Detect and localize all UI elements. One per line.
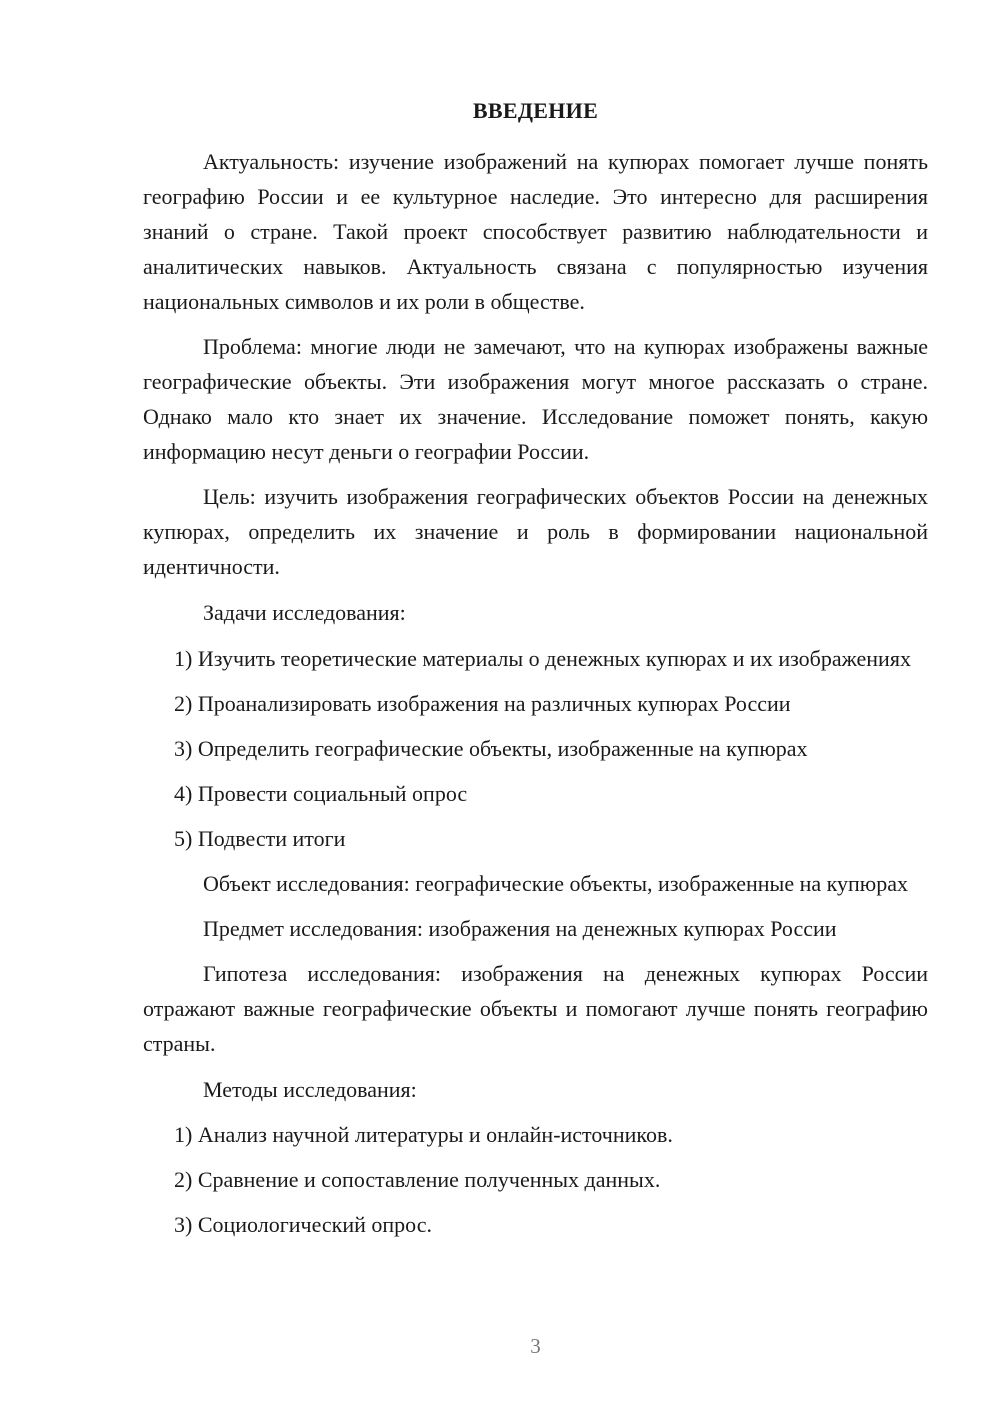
page-number: 3 [530, 1334, 541, 1358]
paragraph-relevance: Актуальность: изучение изображений на купюрах помогает лучше понять географию России и ее культурное наследие. Это интересно для расширения знаний о стране. Такой проект способствует развитию наблюдательности и аналитических навыков. Актуальность связана с популярностью изучения национальных символов и их роли в обществе. [143, 149, 928, 314]
paragraph-hypothesis: Гипотеза исследования: изображения на денежных купюрах России отражают важные географические объекты и помогают лучше понять географию страны. [143, 961, 928, 1056]
tasks-heading: Задачи исследования: [203, 600, 406, 625]
task-item: 2) Проанализировать изображения на различных купюрах России [174, 691, 791, 716]
task-item: 3) Определить географические объекты, изображенные на купюрах [174, 736, 808, 761]
paragraph-problem: Проблема: многие люди не замечают, что на купюрах изображены важные географические объекты. Эти изображения могут многое рассказать о стране. Однако мало кто знает их значение. Исследование поможет понять, какую информацию несут деньги о географии России. [143, 334, 928, 464]
method-item: 1) Анализ научной литературы и онлайн-источников. [174, 1122, 673, 1147]
document-page [143, 0, 928, 1414]
task-item: 4) Провести социальный опрос [174, 781, 468, 806]
section-title: ВВЕДЕНИЕ [472, 98, 599, 123]
task-item: 1) Изучить теоретические материалы о денежных купюрах и их изображениях [174, 646, 911, 671]
method-item: 3) Социологический опрос. [174, 1212, 432, 1237]
method-item: 2) Сравнение и сопоставление полученных данных. [174, 1167, 661, 1192]
paragraph-object: Объект исследования: географические объекты, изображенные на купюрах [203, 871, 908, 896]
document-body [143, 144, 928, 1242]
paragraph-subject: Предмет исследования: изображения на денежных купюрах России [203, 916, 837, 941]
methods-heading: Методы исследования: [203, 1077, 417, 1102]
paragraph-goal: Цель: изучить изображения географических объектов России на денежных купюрах, определить их значение и роль в формировании национальной идентичности. [143, 484, 928, 579]
task-item: 5) Подвести итоги [174, 826, 346, 851]
